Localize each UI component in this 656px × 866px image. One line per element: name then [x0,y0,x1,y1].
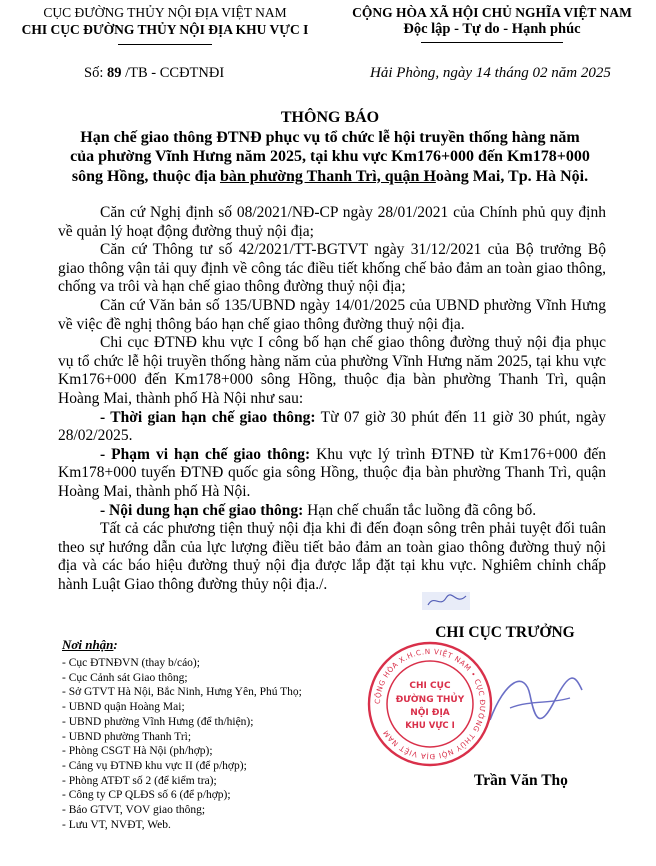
restriction-content: - Nội dung hạn chế giao thông: Hạn chế chuẩn tắc luồng đã công bố. [100,501,537,519]
recipient-item: - Cục ĐTNĐVN (thay b/cáo); [62,657,200,669]
seal-ring-text: CỘNG HÒA X.H.C.N VIỆT NAM • CỤC ĐƯỜNG THỦY NỘI ĐỊA VIỆT NAM [372,646,488,762]
basis-circular: Căn cứ Thông tư số 42/2021/TT-BGTVT ngày 31/12/2021 của Bộ trưởng Bộ giao thông vận tải quy định về công tác điều tiết khống chế bảo đảm an toàn giao thông, chống va trôi và hạn chế giao thông đường thuỷ nội địa; [58,241,606,296]
seal-line-1: CHI CỤC [409,681,451,691]
recipient-item: - Công ty CP QLĐS số 6 (để p/hợp); [62,789,231,802]
restriction-scope: - Phạm vi hạn chế giao thông: Khu vực lý trình ĐTNĐ từ Km176+000 đến Km178+000 tuyến ĐTNĐ quốc gia sông Hồng, thuộc địa bàn phường Thanh Trì, quận Hoàng Mai, thành phố Hà Nội. [58,445,606,500]
recipient-item: - Sở GTVT Hà Nội, Bắc Ninh, Hưng Yên, Phú Thọ; [62,686,302,699]
motto: Độc lập - Tự do - Hạnh phúc [403,21,581,37]
recipient-item: - Phòng ATĐT số 2 (để kiểm tra); [62,774,217,787]
basis-decree: Căn cứ Nghị định số 08/2021/NĐ-CP ngày 28/01/2021 của Chính phủ quy định về quản lý hoạt động đường thuỷ nội địa; [58,204,606,240]
parent-agency: CỤC ĐƯỜNG THỦY NỘI ĐỊA VIỆT NAM [43,5,287,20]
recipients-list [62,656,302,832]
seal-line-3: NỘI ĐỊA [410,708,450,718]
recipient-item: - Cục Cảnh sát Giao thông; [62,671,188,684]
basis-letter: Căn cứ Văn bản số 135/UBND ngày 14/01/2025 của UBND phường Vĩnh Hưng về việc đề nghị thông báo hạn chế giao thông đường thuỷ nội địa. [58,296,606,333]
document-number: Số: 89 /TB - CCĐTNĐI [84,65,225,81]
place-date: Hải Phòng, ngày 14 tháng 02 năm 2025 [370,65,611,81]
agency-name: CHI CỤC ĐƯỜNG THỦY NỘI ĐỊA KHU VỰC I [21,22,309,37]
signer-name: Trần Văn Thọ [474,772,568,789]
recipients-heading: Nơi nhận: [62,637,118,652]
country-name: CỘNG HÒA XÃ HỘI CHỦ NGHĨA VIỆT NAM [352,5,632,20]
recipient-item: - Lưu VT, NVĐT, Web. [62,818,171,831]
document-title [40,108,620,186]
national-header [330,4,654,38]
recipient-item: - Cảng vụ ĐTNĐ khu vực II (để p/hợp); [62,759,247,772]
doc-type: THÔNG BÁO [280,109,380,126]
restriction-time: - Thời gian hạn chế giao thông: Từ 07 giờ 30 phút đến 11 giờ 30 phút, ngày 28/02/2025. [58,408,606,445]
title-line-2: của phường Vĩnh Hưng năm 2025, tại khu vực Km176+000 đến Km178+000 [70,148,590,165]
official-seal [366,640,494,768]
seal-line-4: KHU VỰC I [405,721,455,731]
seal-line-2: ĐƯỜNG THỦY [395,695,465,705]
recipient-item: - UBND phường Vĩnh Hưng (để th/hiện); [62,715,254,728]
initials-mark [422,590,472,612]
title-line-1: Hạn chế giao thông ĐTNĐ phục vụ tổ chức lễ hội truyền thống hàng năm [80,128,580,146]
recipient-item: - UBND phường Thanh Trì; [62,730,192,743]
document-body [58,204,606,594]
motto-underline [421,42,563,43]
recipient-item: - Phòng CSGT Hà Nội (ph/hợp); [62,745,213,758]
issuing-authority [2,4,328,38]
announcement-intro: Chi cục ĐTNĐ khu vực I công bố hạn chế giao thông đường thuỷ nội địa phục vụ tổ chức lễ hội truyền thống hàng năm của phường Vĩnh Hưng năm 2025, tại khu vực Km176+000 đến Km178+000 sông Hồng, thuộc địa bàn phường Thanh Trì, quận Hoàng Mai, thành phố Hà Nội như sau: [58,334,606,407]
signatory-title: CHI CỤC TRƯỞNG [435,624,575,641]
agency-underline [118,44,212,45]
recipient-item: - UBND quận Hoàng Mai; [62,701,185,714]
closing-instruction: Tất cả các phương tiện thuỷ nội địa khi đi đến đoạn sông trên phải tuyệt đối tuân theo sự hướng dẫn của lực lượng điều tiết bảo đảm an toàn giao thông đường thuỷ nội địa và các báo hiệu đường thuỷ nội địa được lắp đặt tại khu vực. Nghiêm chỉnh chấp hành Luật Giao thông đường thủy nội địa./. [58,520,606,593]
recipient-item: - Báo GTVT, VOV giao thông; [62,804,206,817]
title-line-3: sông Hồng, thuộc địa bàn phường Thanh Trì, quận Hoàng Mai, Tp. Hà Nội. [71,167,589,185]
